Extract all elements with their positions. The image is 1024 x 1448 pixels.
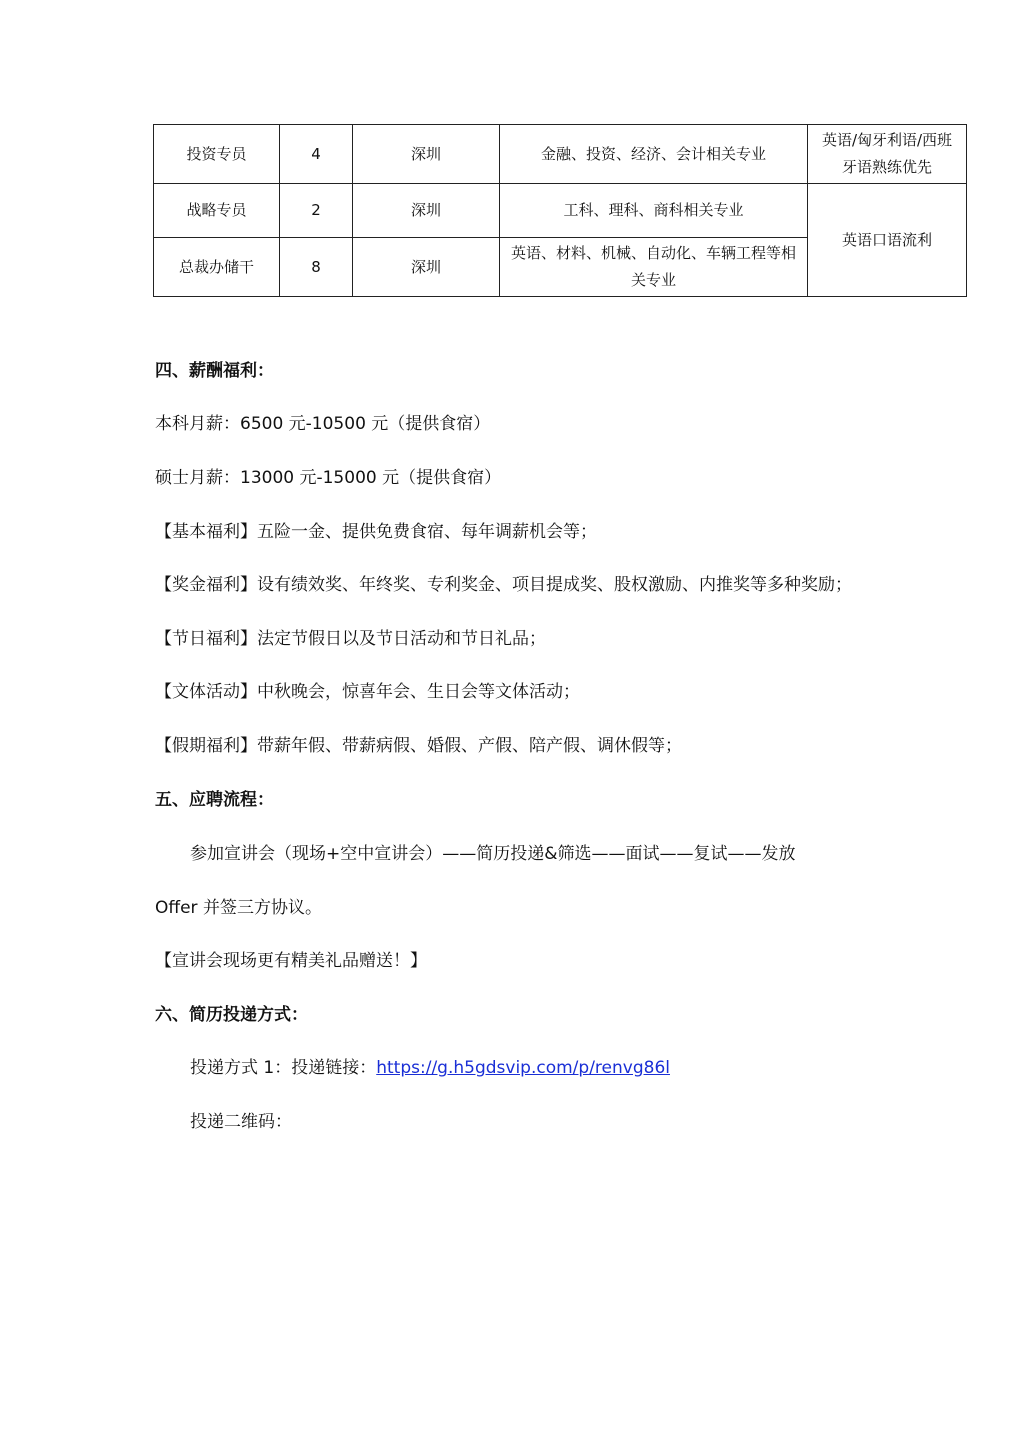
benefit-activities: 【文体活动】中秋晚会，惊喜年会、生日会等文体活动；: [155, 682, 580, 702]
benefit-basic: 【基本福利】五险一金、提供免费食宿、每年调薪机会等；: [155, 522, 597, 542]
resume-method-1: [190, 1056, 670, 1080]
major-cell: 工科、理科、商科相关专业: [500, 184, 808, 238]
major-line: 英语、材料、机械、自动化、车辆工程等相: [510, 244, 796, 262]
table-row: [154, 125, 967, 184]
language-line: 英语/匈牙利语/西班: [821, 131, 953, 149]
section-heading-resume: 六、简历投递方式：: [155, 1005, 308, 1025]
section-heading-salary: 四、薪酬福利：: [155, 361, 274, 381]
benefit-holiday: 【节日福利】法定节假日以及节日活动和节日礼品；: [155, 629, 546, 649]
gift-notice: 【宣讲会现场更有精美礼品赠送！】: [155, 951, 427, 971]
count-cell: 4: [280, 125, 353, 184]
position-cell: 战略专员: [154, 184, 280, 238]
resume-link[interactable]: https://g.h5gdsvip.com/p/renvg86l: [376, 1058, 670, 1078]
benefit-vacation: 【假期福利】带薪年假、带薪病假、婚假、产假、陪产假、调休假等；: [155, 736, 682, 756]
position-cell: 总裁办储干: [154, 238, 280, 297]
positions-table: [153, 124, 967, 297]
count-cell: 2: [280, 184, 353, 238]
table-row: [154, 184, 967, 238]
location-cell: 深圳: [353, 184, 500, 238]
master-salary: 硕士月薪：13000 元-15000 元（提供食宿）: [155, 468, 502, 488]
location-cell: 深圳: [353, 125, 500, 184]
position-cell: 投资专员: [154, 125, 280, 184]
language-cell: [808, 125, 967, 184]
process-line: Offer 并签三方协议。: [155, 898, 322, 918]
section-heading-process: 五、应聘流程：: [155, 790, 274, 810]
process-line: 参加宣讲会（现场+空中宣讲会）——简历投递&筛选——面试——复试——发放: [190, 844, 796, 864]
major-line: 关专业: [630, 271, 676, 289]
benefit-bonus: 【奖金福利】设有绩效奖、年终奖、专利奖金、项目提成奖、股权激励、内推奖等多种奖励；: [155, 575, 852, 595]
count-cell: 8: [280, 238, 353, 297]
language-cell-merged: 英语口语流利: [808, 184, 967, 297]
bachelor-salary: 本科月薪：6500 元-10500 元（提供食宿）: [155, 414, 491, 434]
major-cell: 金融、投资、经济、会计相关专业: [500, 125, 808, 184]
qrcode-label: 投递二维码：: [190, 1112, 292, 1132]
language-line: 牙语熟练优先: [841, 158, 932, 176]
location-cell: 深圳: [353, 238, 500, 297]
major-cell: [500, 238, 808, 297]
resume-method-prefix: 投递方式 1：投递链接：: [190, 1058, 377, 1078]
